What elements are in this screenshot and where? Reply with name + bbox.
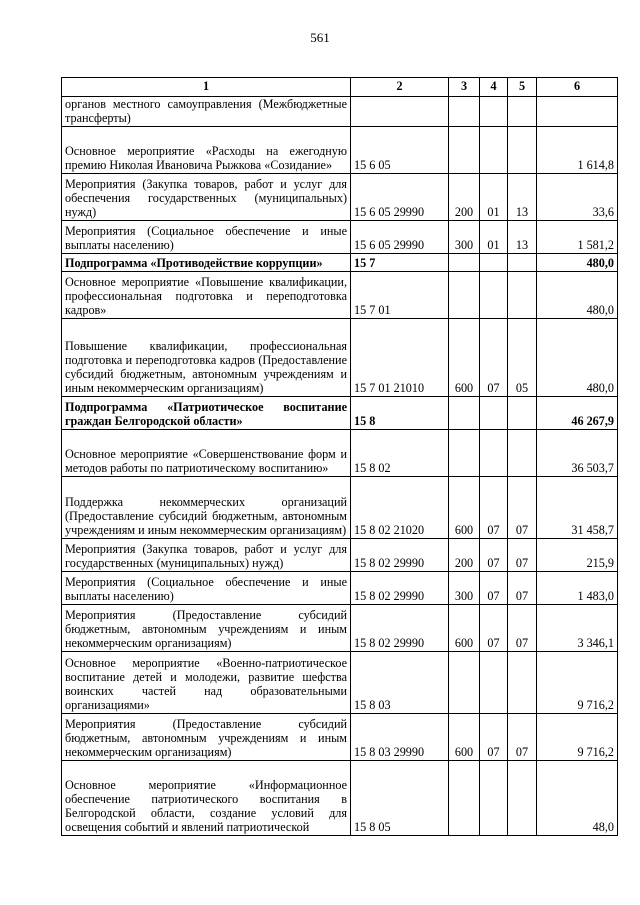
budget-table <box>61 77 618 836</box>
row-code-cell: 15 8 02 29990 <box>351 572 449 605</box>
row-section-cell: 07 <box>480 605 508 652</box>
row-sum-cell: 215,9 <box>537 539 618 572</box>
row-section-cell: 07 <box>480 714 508 761</box>
row-subsection-cell <box>508 761 537 836</box>
column-header-code: 2 <box>351 78 449 97</box>
column-header-name: 1 <box>62 78 351 97</box>
table-row <box>62 174 618 221</box>
row-expense-type-cell: 600 <box>449 319 480 397</box>
table-row <box>62 127 618 174</box>
row-section-cell <box>480 397 508 430</box>
row-sum-cell: 36 503,7 <box>537 430 618 477</box>
table-row <box>62 221 618 254</box>
row-expense-type-cell: 600 <box>449 714 480 761</box>
row-code-cell: 15 7 01 21010 <box>351 319 449 397</box>
column-header-vr: 3 <box>449 78 480 97</box>
row-expense-type-cell <box>449 272 480 319</box>
row-sum-cell: 9 716,2 <box>537 714 618 761</box>
row-section-cell <box>480 652 508 714</box>
table-row <box>62 572 618 605</box>
row-subsection-cell <box>508 127 537 174</box>
row-name-cell: Мероприятия (Предоставление субсидий бюджетным, автономным учреждениям и иным некоммерческим организациям) <box>62 714 351 761</box>
row-sum-cell: 1 614,8 <box>537 127 618 174</box>
row-code-cell: 15 7 01 <box>351 272 449 319</box>
row-expense-type-cell: 200 <box>449 539 480 572</box>
row-subsection-cell <box>508 397 537 430</box>
row-name-cell: Поддержка некоммерческих организаций (Предоставление субсидий бюджетным, автономным учреждениям и иным некоммерческим организациям) <box>62 477 351 539</box>
row-sum-cell <box>537 96 618 127</box>
row-section-cell <box>480 127 508 174</box>
row-sum-cell: 48,0 <box>537 761 618 836</box>
row-expense-type-cell <box>449 761 480 836</box>
row-sum-cell: 1 483,0 <box>537 572 618 605</box>
row-name-cell: Основное мероприятие «Повышение квалификации, профессиональная подготовка и переподготовка кадров» <box>62 272 351 319</box>
row-expense-type-cell: 600 <box>449 605 480 652</box>
row-name-cell: Повышение квалификации, профессиональная подготовка и переподготовка кадров (Предоставление субсидий бюджетным, автономным учреждениям и иным некоммерческим организациям) <box>62 319 351 397</box>
page-number: 561 <box>310 30 330 45</box>
row-subsection-cell: 13 <box>508 221 537 254</box>
table-row <box>62 272 618 319</box>
row-name-cell: органов местного самоуправления (Межбюджетные трансферты) <box>62 96 351 127</box>
row-subsection-cell <box>508 272 537 319</box>
row-sum-cell: 1 581,2 <box>537 221 618 254</box>
row-sum-cell: 480,0 <box>537 272 618 319</box>
column-header-sum: 6 <box>537 78 618 97</box>
row-name-cell: Основное мероприятие «Информационное обеспечение патриотического воспитания в Белгородской области, создание условий для освещения событий и явлений патриотической <box>62 761 351 836</box>
row-name-cell: Мероприятия (Закупка товаров, работ и услуг для обеспечения государственных (муниципальных) нужд) <box>62 174 351 221</box>
column-header-pr: 5 <box>508 78 537 97</box>
row-section-cell <box>480 96 508 127</box>
row-code-cell: 15 8 <box>351 397 449 430</box>
table-row <box>62 605 618 652</box>
row-subsection-cell: 07 <box>508 539 537 572</box>
row-code-cell: 15 7 <box>351 254 449 272</box>
table-header-row <box>62 78 618 97</box>
row-name-cell: Подпрограмма «Противодействие коррупции» <box>62 254 351 272</box>
row-subsection-cell: 07 <box>508 605 537 652</box>
row-section-cell <box>480 430 508 477</box>
row-code-cell: 15 8 05 <box>351 761 449 836</box>
row-subsection-cell: 13 <box>508 174 537 221</box>
row-section-cell: 01 <box>480 221 508 254</box>
row-subsection-cell: 07 <box>508 714 537 761</box>
row-code-cell <box>351 96 449 127</box>
row-sum-cell: 46 267,9 <box>537 397 618 430</box>
row-expense-type-cell <box>449 652 480 714</box>
table-row <box>62 714 618 761</box>
row-expense-type-cell: 200 <box>449 174 480 221</box>
table-row <box>62 652 618 714</box>
row-code-cell: 15 8 02 29990 <box>351 539 449 572</box>
row-name-cell: Основное мероприятие «Совершенствование форм и методов работы по патриотическому воспитанию» <box>62 430 351 477</box>
row-name-cell: Основное мероприятие «Расходы на ежегодную премию Николая Ивановича Рыжкова «Созидание» <box>62 127 351 174</box>
table-row <box>62 96 618 127</box>
row-code-cell: 15 8 03 <box>351 652 449 714</box>
row-subsection-cell: 07 <box>508 477 537 539</box>
row-expense-type-cell <box>449 96 480 127</box>
row-code-cell: 15 6 05 <box>351 127 449 174</box>
table-row <box>62 254 618 272</box>
row-sum-cell: 3 346,1 <box>537 605 618 652</box>
row-name-cell: Мероприятия (Предоставление субсидий бюджетным, автономным учреждениям и иным некоммерческим организациям) <box>62 605 351 652</box>
row-code-cell: 15 8 03 29990 <box>351 714 449 761</box>
row-expense-type-cell <box>449 254 480 272</box>
table-row <box>62 539 618 572</box>
table-row <box>62 319 618 397</box>
row-name-cell: Основное мероприятие «Военно-патриотическое воспитание детей и молодежи, развитие шефства воинских частей над образовательными организациями» <box>62 652 351 714</box>
row-name-cell: Мероприятия (Закупка товаров, работ и услуг для государственных (муниципальных) нужд) <box>62 539 351 572</box>
row-subsection-cell <box>508 254 537 272</box>
table-body <box>62 96 618 836</box>
row-sum-cell: 480,0 <box>537 319 618 397</box>
table-row <box>62 477 618 539</box>
row-name-cell: Мероприятия (Социальное обеспечение и иные выплаты населению) <box>62 572 351 605</box>
row-subsection-cell <box>508 96 537 127</box>
row-sum-cell: 33,6 <box>537 174 618 221</box>
row-expense-type-cell <box>449 127 480 174</box>
row-code-cell: 15 8 02 29990 <box>351 605 449 652</box>
row-section-cell <box>480 272 508 319</box>
table-row <box>62 761 618 836</box>
row-section-cell: 07 <box>480 477 508 539</box>
table-row <box>62 397 618 430</box>
row-section-cell <box>480 254 508 272</box>
row-code-cell: 15 6 05 29990 <box>351 174 449 221</box>
row-subsection-cell <box>508 430 537 477</box>
row-name-cell: Подпрограмма «Патриотическое воспитание граждан Белгородской области» <box>62 397 351 430</box>
row-section-cell: 01 <box>480 174 508 221</box>
row-subsection-cell <box>508 652 537 714</box>
row-subsection-cell: 05 <box>508 319 537 397</box>
row-sum-cell: 31 458,7 <box>537 477 618 539</box>
row-section-cell <box>480 761 508 836</box>
row-expense-type-cell: 300 <box>449 221 480 254</box>
row-sum-cell: 9 716,2 <box>537 652 618 714</box>
row-sum-cell: 480,0 <box>537 254 618 272</box>
column-header-rz: 4 <box>480 78 508 97</box>
row-expense-type-cell: 600 <box>449 477 480 539</box>
row-expense-type-cell: 300 <box>449 572 480 605</box>
row-expense-type-cell <box>449 397 480 430</box>
row-expense-type-cell <box>449 430 480 477</box>
row-subsection-cell: 07 <box>508 572 537 605</box>
row-section-cell: 07 <box>480 539 508 572</box>
row-section-cell: 07 <box>480 319 508 397</box>
table-row <box>62 430 618 477</box>
row-code-cell: 15 6 05 29990 <box>351 221 449 254</box>
row-code-cell: 15 8 02 <box>351 430 449 477</box>
row-code-cell: 15 8 02 21020 <box>351 477 449 539</box>
row-name-cell: Мероприятия (Социальное обеспечение и иные выплаты населению) <box>62 221 351 254</box>
row-section-cell: 07 <box>480 572 508 605</box>
